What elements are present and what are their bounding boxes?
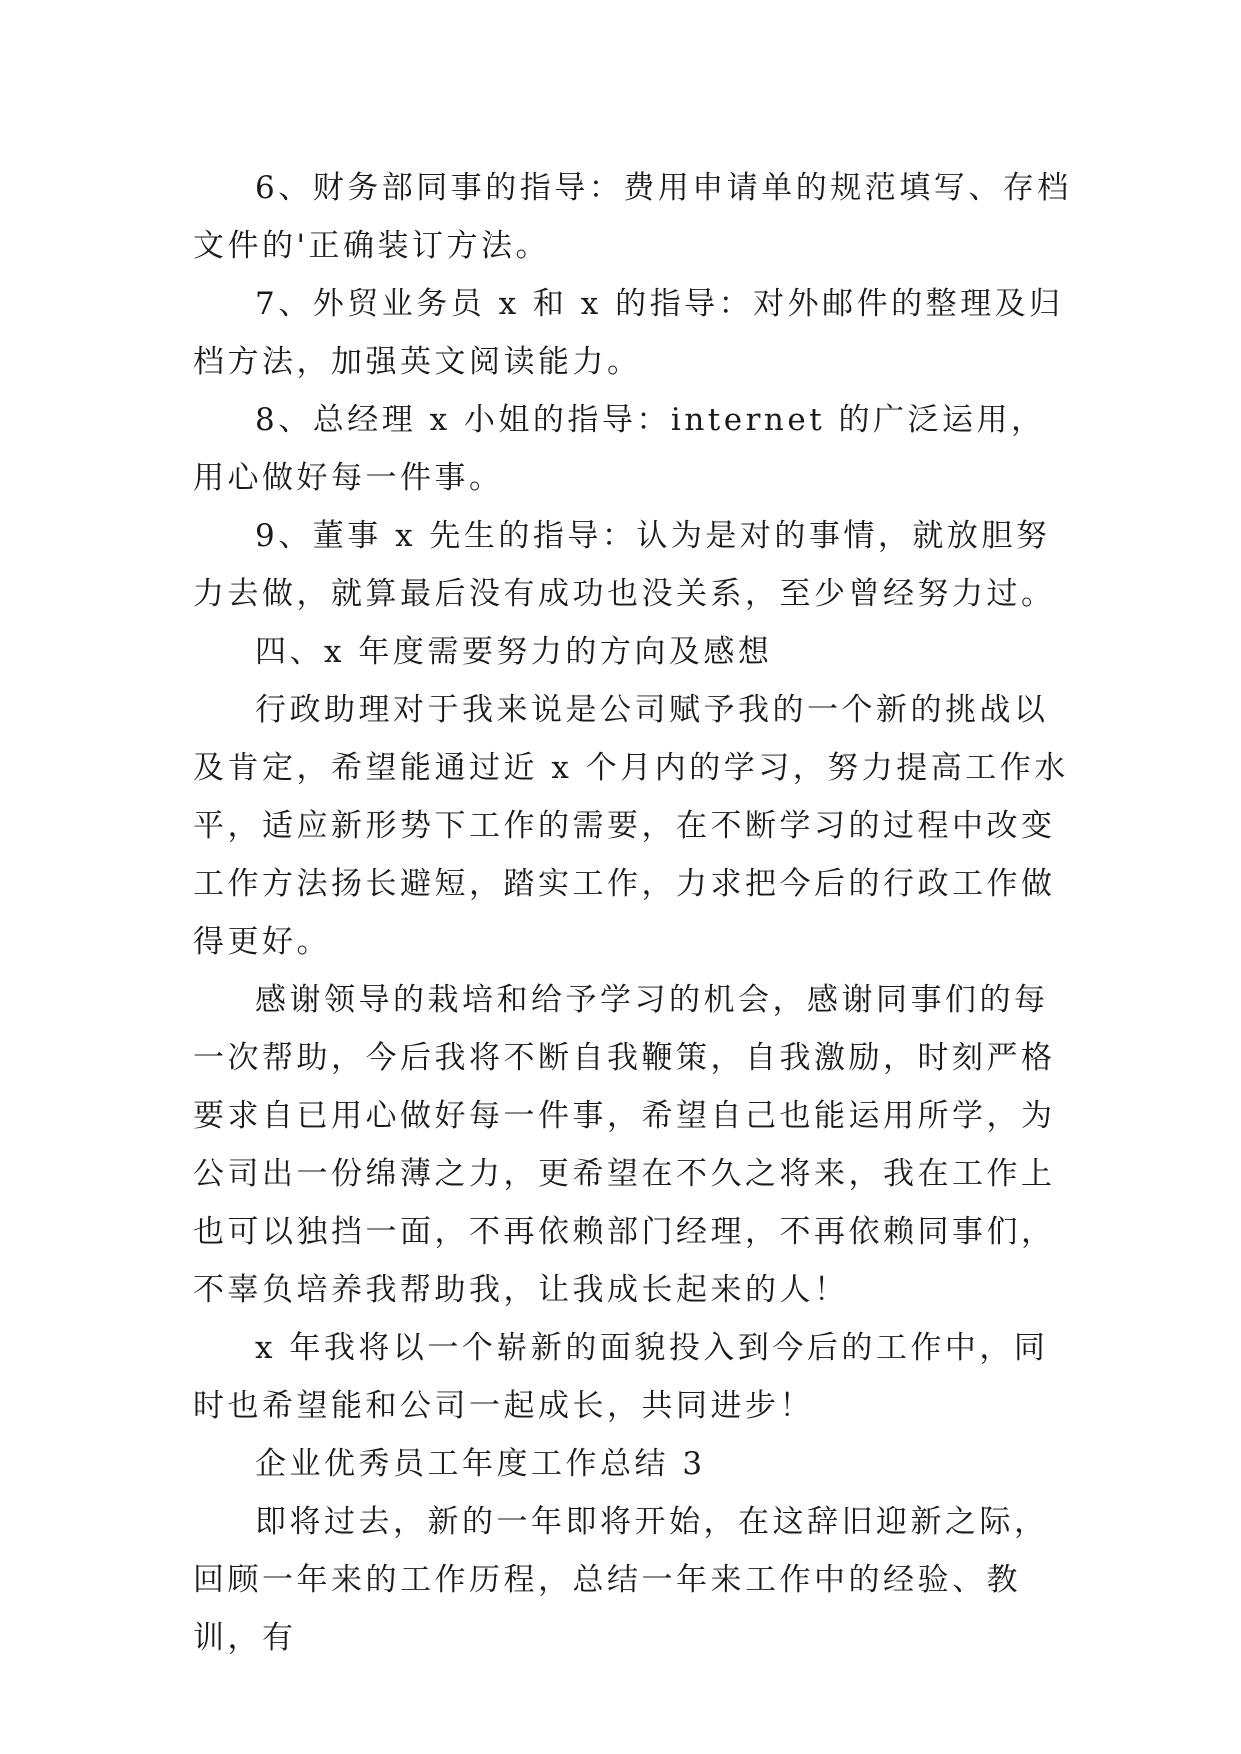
paragraph-trade-guidance: 7、外贸业务员 x 和 x 的指导：对外邮件的整理及归档方法，加强英文阅读能力。 [193,286,1064,380]
document-body [193,159,1073,1667]
paragraph-manager-guidance: 8、总经理 x 小姐的指导：internet 的广泛运用，用心做好每一件事。 [193,402,1046,496]
section-heading-4: 四、x 年度需要努力的方向及感想 [255,634,773,670]
paragraph-admin-assistant: 行政助理对于我来说是公司赋予我的一个新的挑战以及肯定，希望能通过近 x 个月内的学习，努力提高工作水平，适应新形势下工作的需要，在不断学习的过程中改变工作方法扬长避短，踏实工作，力求把今后的行政工作做得更好。 [193,692,1069,960]
paragraph-director-guidance: 9、董事 x 先生的指导：认为是对的事情，就放胆努力去做，就算最后没有成功也没关系，至少曾经努力过。 [193,518,1056,612]
paragraph-finance-guidance: 6、财务部同事的指导：费用申请单的规范填写、存档文件的'正确装订方法。 [193,170,1072,264]
paragraph-new-year: x 年我将以一个崭新的面貌投入到今后的工作中，同时也希望能和公司一起成长，共同进步！ [193,1330,1049,1424]
article-title-3: 企业优秀员工年度工作总结 3 [255,1446,706,1482]
paragraph-thanks: 感谢领导的栽培和给予学习的机会，感谢同事们的每一次帮助，今后我将不断自我鞭策，自我激励，时刻严格要求自已用心做好每一件事，希望自己也能运用所学，为公司出一份绵薄之力，更希望在不久之将来，我在工作上也可以独挡一面，不再依赖部门经理，不再依赖同事们，不辜负培养我帮助我，让我成长起来的人！ [193,982,1056,1308]
paragraph-intro: 即将过去，新的一年即将开始，在这辞旧迎新之际，回顾一年来的工作历程，总结一年来工作中的经验、教训，有 [193,1504,1049,1656]
